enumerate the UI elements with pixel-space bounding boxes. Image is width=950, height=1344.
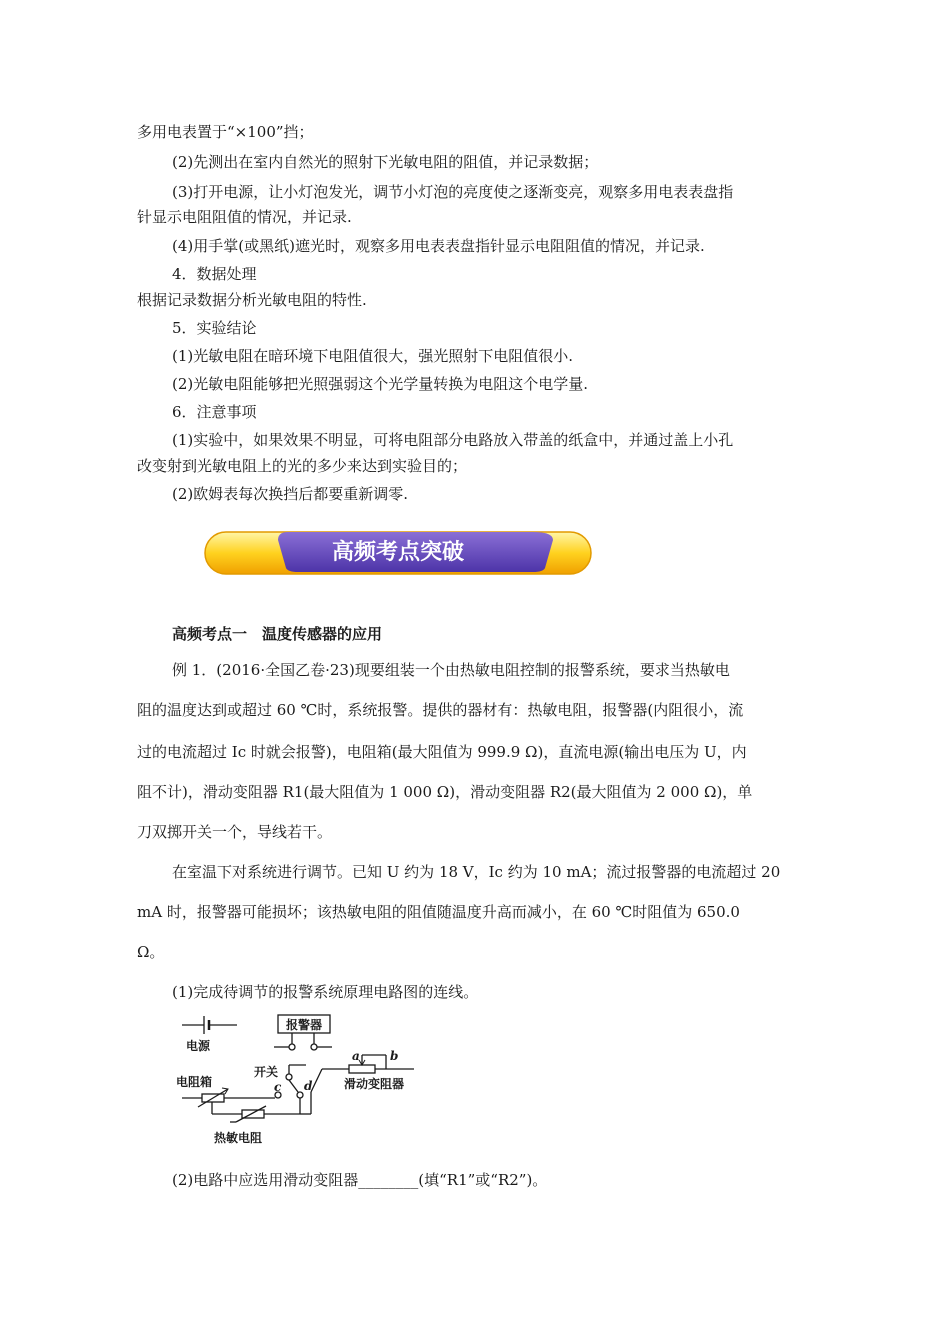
line-2: (2)先测出在室内自然光的照射下光敏电阻的阻值，并记录数据； bbox=[172, 153, 599, 171]
line-7: 根据记录数据分析光敏电阻的特性. bbox=[137, 291, 367, 309]
example-line-4: 阻不计)，滑动变阻器 R1(最大阻值为 1 000 Ω)，滑动变阻器 R2(最大阻值为 2 000 Ω)，单 bbox=[137, 783, 753, 801]
line-10: (2)光敏电阻能够把光照强弱这个光学量转换为电阻这个电学量. bbox=[172, 375, 589, 393]
label-resistor-box: 电阻箱 bbox=[175, 1075, 213, 1089]
example-line-2: 阻的温度达到或超过 60 ℃时，系统报警。提供的器材有：热敏电阻，报警器(内阻很小，流 bbox=[137, 701, 744, 719]
example-line-7: mA 时，报警器可能损坏；该热敏电阻的阻值随温度升高而减小，在 60 ℃时阻值为 650.0 bbox=[137, 903, 740, 921]
heading-data-processing: 4．数据处理 bbox=[172, 265, 257, 283]
label-a: a bbox=[352, 1049, 360, 1063]
label-thermistor: 热敏电阻 bbox=[213, 1131, 263, 1145]
label-switch: 开关 bbox=[253, 1065, 279, 1079]
banner-title: 高频考点突破 bbox=[331, 540, 465, 565]
label-alarm: 报警器 bbox=[285, 1018, 323, 1032]
heading-conclusion: 5．实验结论 bbox=[172, 319, 257, 337]
heading-notes: 6．注意事项 bbox=[172, 403, 257, 421]
line-5: (4)用手掌(或黑纸)遮光时，观察多用电表表盘指针显示电阻阻值的情况，并记录. bbox=[172, 237, 705, 255]
label-c: c bbox=[274, 1080, 282, 1094]
section-title: 高频考点一 温度传感器的应用 bbox=[172, 625, 383, 643]
question-2: (2)电路中应选用滑动变阻器________(填“R1”或“R2”)。 bbox=[172, 1171, 548, 1189]
line-12: (1)实验中，如果效果不明显，可将电阻部分电路放入带盖的纸盒中，并通过盖上小孔 bbox=[172, 431, 734, 449]
example-line-6: 在室温下对系统进行调节。已知 U 约为 18 V，Ic 约为 10 mA；流过报警器的电流超过 20 bbox=[172, 863, 781, 881]
example-line-8: Ω。 bbox=[137, 943, 165, 961]
line-14: (2)欧姆表每次换挡后都要重新调零. bbox=[172, 485, 409, 503]
label-rheostat: 滑动变阻器 bbox=[343, 1077, 405, 1091]
label-d: d bbox=[304, 1079, 313, 1093]
line-13: 改变射到光敏电阻上的光的多少来达到实验目的； bbox=[137, 457, 468, 475]
example-line-5: 刀双掷开关一个，导线若干。 bbox=[137, 823, 333, 841]
line-3: (3)打开电源，让小灯泡发光，调节小灯泡的亮度使之逐渐变亮，观察多用电表表盘指 bbox=[172, 183, 734, 201]
line-4: 针显示电阻阻值的情况，并记录. bbox=[137, 208, 352, 226]
section-banner bbox=[203, 528, 593, 576]
line-1: 多用电表置于“×100”挡； bbox=[137, 123, 314, 141]
label-power: 电源 bbox=[185, 1039, 211, 1053]
label-b: b bbox=[390, 1049, 399, 1063]
circuit-diagram bbox=[174, 1010, 424, 1150]
question-1: (1)完成待调节的报警系统原理电路图的连线。 bbox=[172, 983, 479, 1001]
line-9: (1)光敏电阻在暗环境下电阻值很大，强光照射下电阻值很小. bbox=[172, 347, 574, 365]
example-line-3: 过的电流超过 Ic 时就会报警)，电阻箱(最大阻值为 999.9 Ω)，直流电源(输出电压为 U，内 bbox=[137, 743, 747, 761]
example-line-1: 例 1．(2016·全国乙卷·23)现要组装一个由热敏电阻控制的报警系统，要求当热敏电 bbox=[172, 661, 730, 679]
